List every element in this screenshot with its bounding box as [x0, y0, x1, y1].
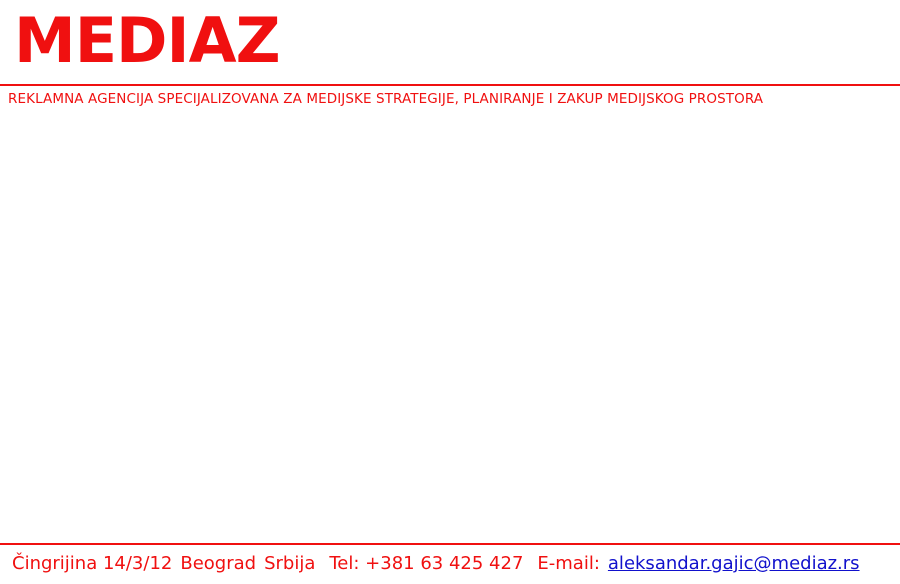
footer-email-label: E-mail:: [537, 553, 600, 574]
footer-phone: Tel: +381 63 425 427: [329, 553, 524, 574]
footer-contact-line: [0, 553, 900, 584]
footer-country: Srbija: [264, 553, 316, 574]
letterhead-header: [0, 0, 900, 107]
document-content-area: [0, 124, 900, 524]
footer-email-link[interactable]: aleksandar.gajic@mediaz.rs: [607, 553, 860, 574]
letterhead-footer: [0, 543, 900, 584]
company-logo: MEDIAZ: [14, 4, 280, 77]
footer-divider: [0, 543, 900, 545]
footer-city: Beograd: [180, 553, 257, 574]
footer-address: Čingrijina 14/3/12: [12, 553, 173, 574]
company-tagline: REKLAMNA AGENCIJA SPECIJALIZOVANA ZA MEDIJSKE STRATEGIJE, PLANIRANJE I ZAKUP MEDIJSKOG PROSTORA: [8, 91, 764, 107]
